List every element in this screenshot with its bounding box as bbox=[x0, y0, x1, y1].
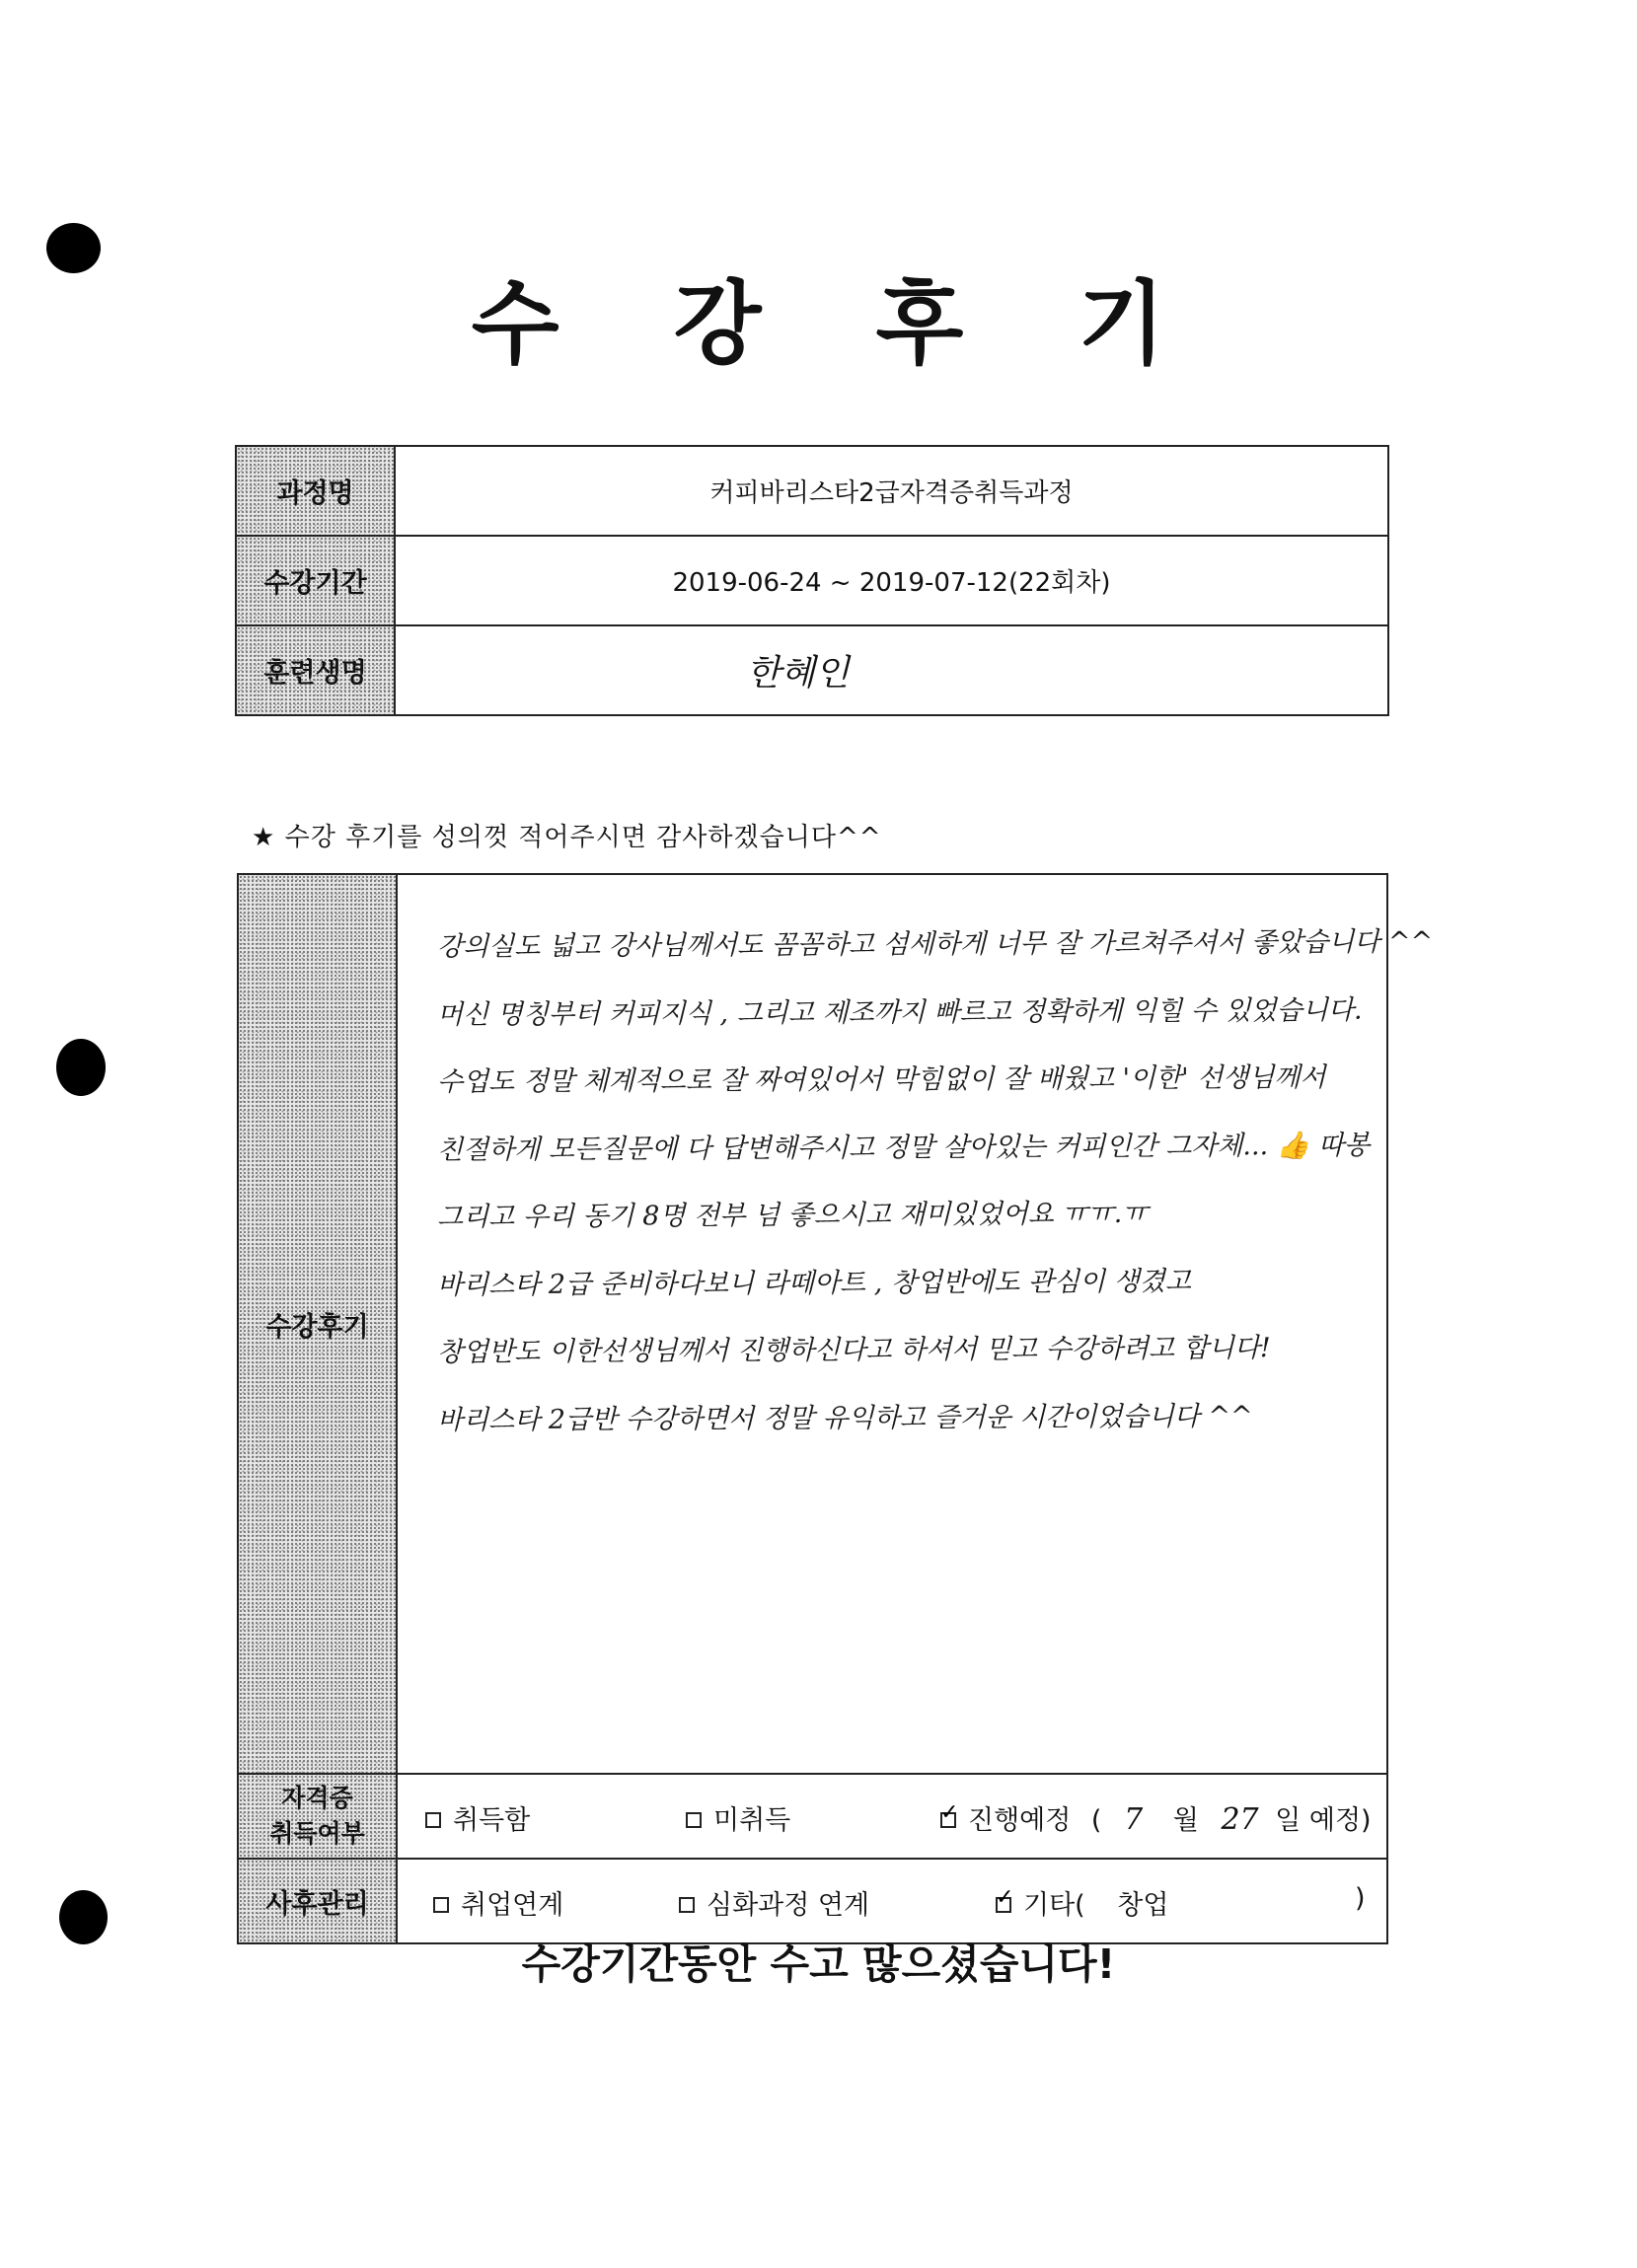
certificate-options bbox=[397, 1774, 1387, 1859]
checkbox-employment[interactable] bbox=[433, 1897, 449, 1913]
other-value: 창업 bbox=[1117, 1890, 1169, 1921]
option-advanced[interactable] bbox=[679, 1883, 869, 1922]
option-acquired[interactable] bbox=[425, 1798, 530, 1837]
course-period-label: 수강기간 bbox=[236, 536, 395, 625]
trainee-name-label: 훈련생명 bbox=[236, 625, 395, 715]
planned-month-value: 7 bbox=[1124, 1802, 1144, 1837]
closing-message: 수강기간동안 수고 많으셨습니다! bbox=[521, 1940, 1116, 1988]
option-planned[interactable] bbox=[940, 1798, 1372, 1837]
review-line: 머신 명칭부터 커피지식 , 그리고 제조까지 빠르고 정확하게 익힐 수 있었습니다. bbox=[436, 994, 1363, 1031]
course-info-table bbox=[235, 445, 1389, 716]
review-line: 수업도 정말 체계적으로 잘 짜여있어서 막힘없이 잘 배웠고 '이한' 선생님께서 bbox=[436, 1061, 1326, 1098]
certificate-label-line2: 취득여부 bbox=[269, 1819, 365, 1848]
checkbox-not-acquired[interactable] bbox=[686, 1812, 702, 1828]
review-line: 강의실도 넓고 강사님께서도 꼼꼼하고 섬세하게 너무 잘 가르쳐주셔서 좋았습니다 ^^ bbox=[436, 926, 1434, 963]
option-advanced-label: 심화과정 연계 bbox=[707, 1890, 870, 1921]
page-title: 수 강 후 기 bbox=[471, 271, 1208, 377]
trainee-name-cell bbox=[395, 625, 1388, 715]
option-planned-label: 진행예정 bbox=[968, 1805, 1072, 1836]
checkbox-planned[interactable] bbox=[940, 1812, 956, 1828]
certificate-label-line1: 자격증 bbox=[281, 1784, 353, 1812]
review-text-area bbox=[397, 874, 1434, 1774]
review-table bbox=[237, 873, 1434, 1944]
aftercare-label: 사후관리 bbox=[238, 1859, 397, 1943]
review-line: 그리고 우리 동기 8명 전부 넘 좋으시고 재미있었어요 ㅠㅠ.ㅠ bbox=[436, 1198, 1149, 1233]
review-line: 바리스타 2급반 수강하면서 정말 유익하고 즐거운 시간이었습니다 ^^ bbox=[436, 1400, 1253, 1436]
day-unit: 일 예정) bbox=[1275, 1805, 1372, 1836]
trainee-name-value: 한혜인 bbox=[746, 653, 850, 694]
review-instruction-note: ★ 수강 후기를 성의껏 적어주시면 감사하겠습니다^^ bbox=[252, 823, 882, 852]
certificate-label bbox=[238, 1774, 397, 1859]
option-not-acquired[interactable] bbox=[686, 1798, 790, 1837]
checkbox-other[interactable] bbox=[996, 1897, 1011, 1913]
review-line: 친절하게 모든질문에 다 답변해주시고 정말 살아있는 커피인간 그자체... 👍 따봉 bbox=[436, 1130, 1371, 1166]
review-label: 수강후기 bbox=[238, 874, 397, 1774]
other-close-paren: ) bbox=[1355, 1883, 1366, 1914]
course-name-value: 커피바리스타2급자격증취득과정 bbox=[395, 446, 1388, 536]
option-not-acquired-label: 미취득 bbox=[713, 1805, 791, 1836]
punch-hole-2 bbox=[56, 1039, 106, 1096]
course-name-label: 과정명 bbox=[236, 446, 395, 536]
checkbox-acquired[interactable] bbox=[425, 1812, 441, 1828]
course-period-value: 2019-06-24 ~ 2019-07-12(22회차) bbox=[395, 536, 1388, 625]
review-line: 바리스타 2급 준비하다보니 라떼아트 , 창업반에도 관심이 생겼고 bbox=[436, 1266, 1192, 1301]
checkbox-advanced[interactable] bbox=[679, 1897, 695, 1913]
planned-open-paren: ( bbox=[1090, 1805, 1102, 1836]
month-unit: 월 bbox=[1172, 1805, 1199, 1836]
option-other[interactable] bbox=[996, 1883, 1168, 1922]
option-acquired-label: 취득함 bbox=[453, 1805, 531, 1836]
review-line: 창업반도 이한선생님께서 진행하신다고 하셔서 믿고 수강하려고 합니다! bbox=[436, 1333, 1271, 1368]
option-employment-label: 취업연계 bbox=[461, 1890, 564, 1921]
option-other-label: 기타( bbox=[1023, 1890, 1085, 1921]
planned-day-value: 27 bbox=[1221, 1802, 1259, 1837]
option-employment[interactable] bbox=[433, 1883, 563, 1922]
